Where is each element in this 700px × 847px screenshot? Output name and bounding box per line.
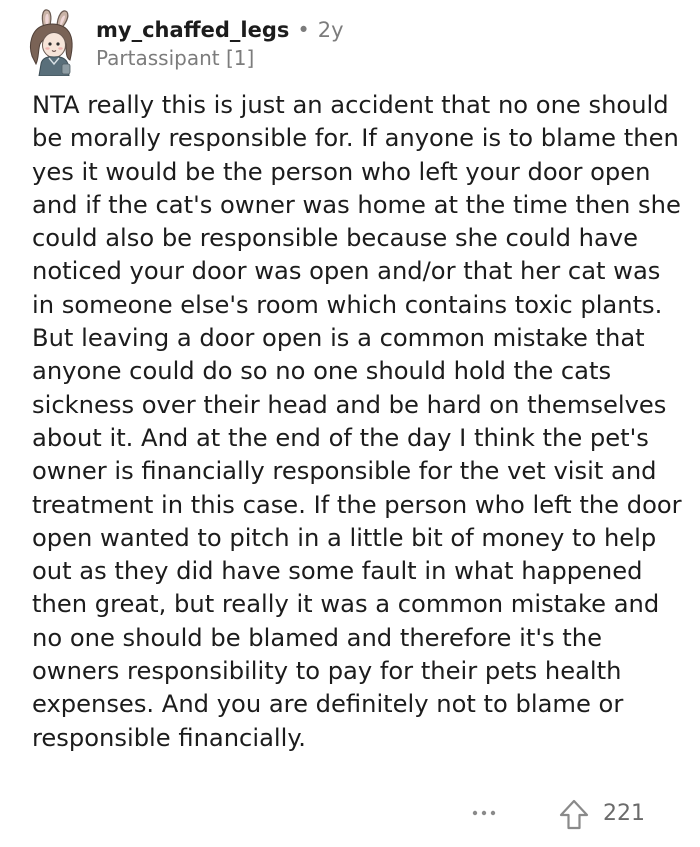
comment-body: NTA really this is just an accident that no one should be morally responsible for. If anyone is to blame then yes it would be the person who left your door open and if the cat's owner was home at the time then she could also be responsible because she could have noticed your door was open and/or that her cat was in someone else's room which contains toxic plants. But leaving a door open is a common mistake that anyone could do so no one should hold the cats sickness over their head and be hard on themselves about it. And at the end of the day I think the pet's owner is financially responsible for the vet visit and treatment in this case. If the person who left the door open wanted to pitch in a little bit of money to help out as they did have some fault in what happened then great, but really it was a common mistake and no one should be blamed and therefore it's the owners responsibility to pay for their pets health expenses. And you are definitely not to blame or responsible financially. xyxy=(32,91,682,752)
upvote-arrow-icon xyxy=(556,797,592,833)
more-options-button[interactable] xyxy=(468,797,500,829)
meta-separator: • xyxy=(297,18,310,42)
comment-header xyxy=(22,8,344,76)
username-link[interactable]: my_chaffed_legs xyxy=(96,18,290,42)
upvote-button[interactable] xyxy=(556,797,592,833)
comment-meta xyxy=(96,16,344,70)
avatar-illustration xyxy=(22,8,84,76)
comment-actions xyxy=(0,797,700,837)
author-line xyxy=(96,16,344,44)
more-options-icon xyxy=(471,809,497,817)
avatar[interactable] xyxy=(22,8,84,76)
vote-score: 221 xyxy=(603,801,645,826)
user-flair: Partassipant [1] xyxy=(96,46,255,70)
comment-age: 2y xyxy=(317,18,344,42)
